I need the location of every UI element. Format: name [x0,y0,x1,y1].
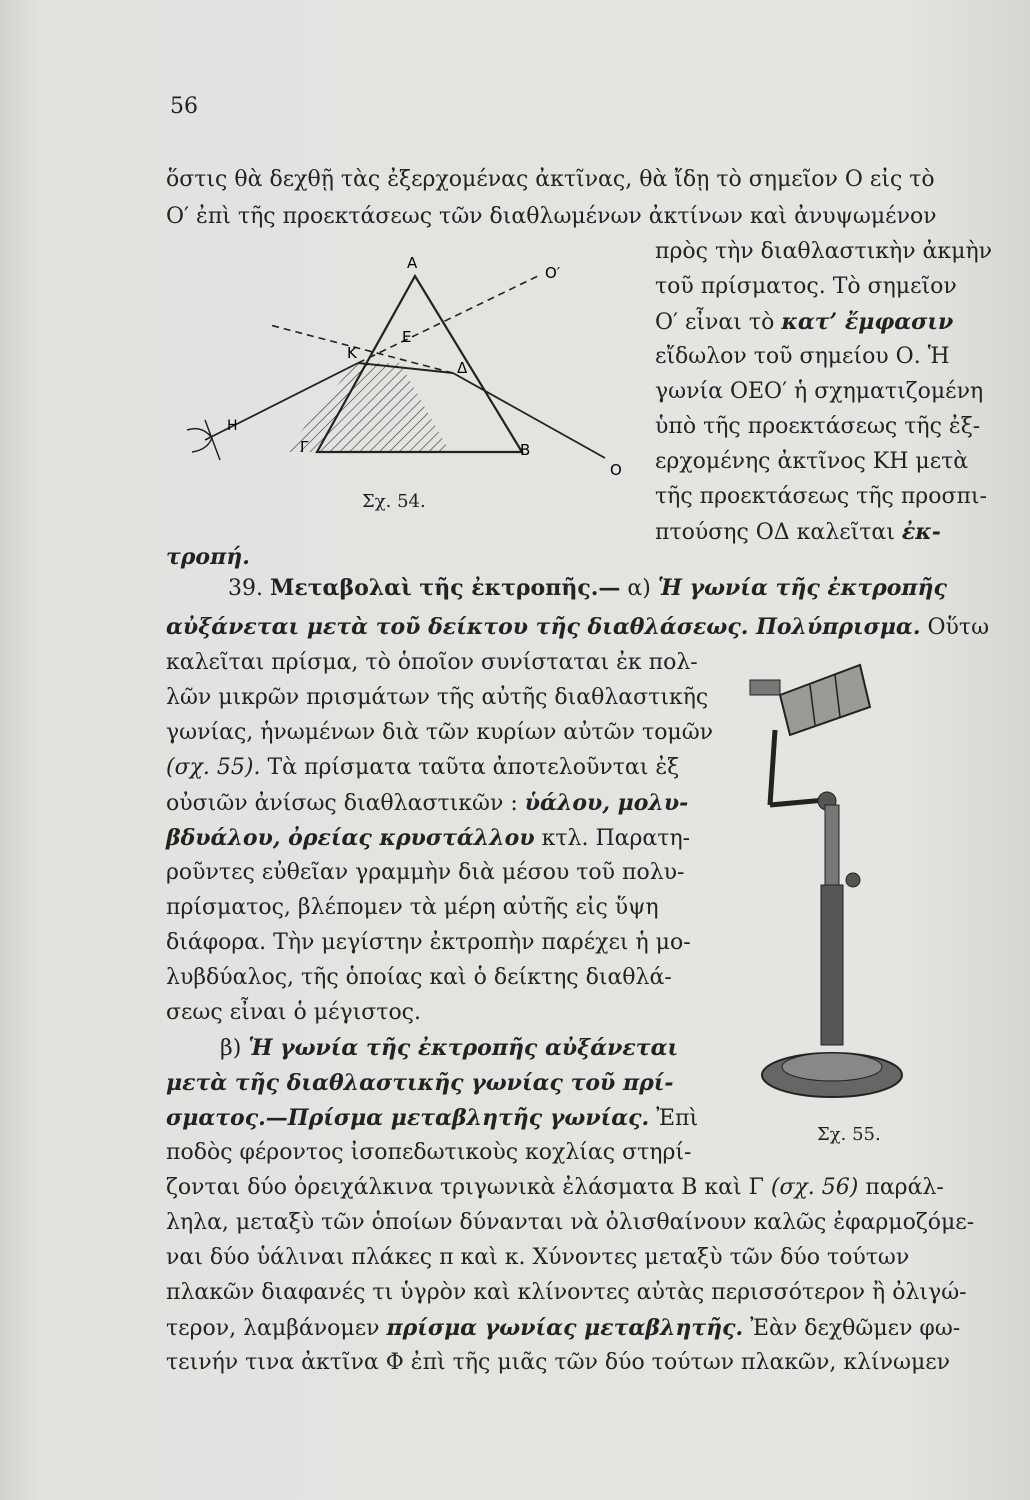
label-Delta: Δ [457,359,468,377]
page-number: 56 [170,94,198,119]
text-line: γωνία ΟΕΟ′ ἡ σχηματιζομένη [655,379,984,404]
text-line: τροπή. [166,544,250,570]
text-line: πτούσης ΟΔ καλεῖται ἐκ- [655,519,941,545]
text-line: πρίσματος, βλέπομεν τὰ μέρη αὐτῆς εἰς ὕψη [166,895,659,920]
label-B: Β [520,441,531,459]
text-line: Ο′ ἐπὶ τῆς προεκτάσεως τῶν διαθλωμένων ἀκτίνων καὶ ἀνυψωμένον [166,204,937,229]
stand-column [821,885,843,1045]
text-line: β) Ἡ γωνία τῆς ἐκτροπῆς αὐξάνεται [220,1035,679,1061]
text-line: ερχομένης ἀκτῖνος ΚΗ μετὰ [655,449,969,474]
label-O-prime: Ο′ [545,264,561,282]
text-line: καλεῖται πρίσμα, τὸ ὁποῖον συνίσταται ἐκ πολ- [166,650,698,675]
eye-symbol [205,420,220,460]
text-line: διάφορα. Τὴν μεγίστην ἐκτροπὴν παρέχει ἡ μο- [166,930,691,955]
text-line: οὐσιῶν ἀνίσως διαθλαστικῶν : ὑάλου, μολυ- [166,790,689,816]
text-line: λῶν μικρῶν πρισμάτων τῆς αὐτῆς διαθλαστικῆς [166,685,709,710]
text-line: τῆς προεκτάσεως τῆς προσπι- [655,484,987,509]
adjusting-knob [750,680,780,695]
label-E: Ε [402,328,412,346]
text-line: ὅστις θὰ δεχθῇ τὰς ἐξερχομένας ἀκτῖνας, θὰ ἴδῃ τὸ σημεῖον Ο εἰς τὸ [166,167,935,192]
text-line: Ο′ εἶναι τὸ κατ’ ἔμφασιν [655,309,954,335]
stand-arm [770,730,775,805]
text-line: πρὸς τὴν διαθλαστικὴν ἀκμὴν [655,239,993,264]
text-line: ροῦντες εὐθεῖαν γραμμὴν διὰ μέσου τοῦ πολυ- [166,860,685,885]
stand-rod [825,805,839,885]
text-line: αὐξάνεται μετὰ τοῦ δείκτου τῆς διαθλάσεως. Πολύπρισμα. Οὕτω [166,614,990,640]
text-line: πλακῶν διαφανές τι ὑγρὸν καὶ κλίνοντες αὐτὰς περισσότερον ἢ ὀλιγώ- [166,1280,967,1305]
figure-54-caption: Σχ. 54. [362,491,426,512]
label-K: Κ [347,344,357,362]
text-line: γωνίας, ἡνωμένων διὰ τῶν κυρίων αὐτῶν τομῶν [166,720,714,745]
text-line: ναι δύο ὑάλιναι πλάκες π καὶ κ. Χύνοντες μεταξὺ τῶν δύο τούτων [166,1245,910,1270]
text-line: σματος.—Πρίσμα μεταβλητῆς γωνίας. Ἐπὶ [166,1105,699,1131]
text-line: λυβδύαλος, τῆς ὁποίας καὶ ὁ δείκτης διαθλά- [166,965,672,990]
label-O: Ο [610,461,622,479]
text-line: μετὰ τῆς διαθλαστικῆς γωνίας τοῦ πρί- [166,1070,674,1096]
figure-55-polyprism-stand [735,655,915,1110]
text-line: ζονται δύο ὀρειχάλκινα τριγωνικὰ ἐλάσματα Β καὶ Γ (σχ. 56) παράλ- [166,1175,944,1200]
eye-symbol [187,429,212,452]
figure-54-prism-diagram [165,240,645,530]
text-line: ποδὸς φέροντος ἰσοπεδωτικοὺς κοχλίας στηρί- [166,1140,692,1165]
section-heading: 39. Μεταβολαὶ τῆς ἐκτροπῆς.— α) Ἡ γωνία τῆς ἐκτροπῆς [228,575,947,601]
label-A: Α [407,254,418,272]
stand-base [782,1053,882,1081]
text-line: τερον, λαμβάνομεν πρίσμα γωνίας μεταβλητῆς. Ἐὰν δεχθῶμεν φω- [166,1315,961,1341]
clamp-screw [846,873,860,887]
label-H: Η [227,418,238,434]
text-line: σεως εἶναι ὁ μέγιστος. [166,1000,421,1025]
text-line: (σχ. 55). Τὰ πρίσματα ταῦτα ἀποτελοῦνται ἐξ [166,755,680,780]
text-line: ληλα, μεταξὺ τῶν ὁποίων δύνανται νὰ ὀλισθαίνουν καλῶς ἐφαρμοζόμε- [166,1210,975,1235]
text-line: βδυάλου, ὀρείας κρυστάλλου κτλ. Παρατη- [166,825,691,851]
text-line: ὑπὸ τῆς προεκτάσεως τῆς ἐξ- [655,414,981,439]
figure-55-caption: Σχ. 55. [817,1124,881,1145]
text-line: τεινήν τινα ἀκτῖνα Φ ἐπὶ τῆς μιᾶς τῶν δύο τούτων πλακῶν, κλίνωμεν [166,1350,951,1375]
label-G: Γ [300,438,309,456]
text-line: εἴδωλον τοῦ σημείου Ο. Ἡ [655,344,950,369]
polyprism-body [780,665,870,735]
extension-line [358,275,540,363]
stand-arm [770,800,825,805]
text-line: τοῦ πρίσματος. Τὸ σημεῖον [655,274,957,299]
prism-hatched-region [285,363,450,452]
